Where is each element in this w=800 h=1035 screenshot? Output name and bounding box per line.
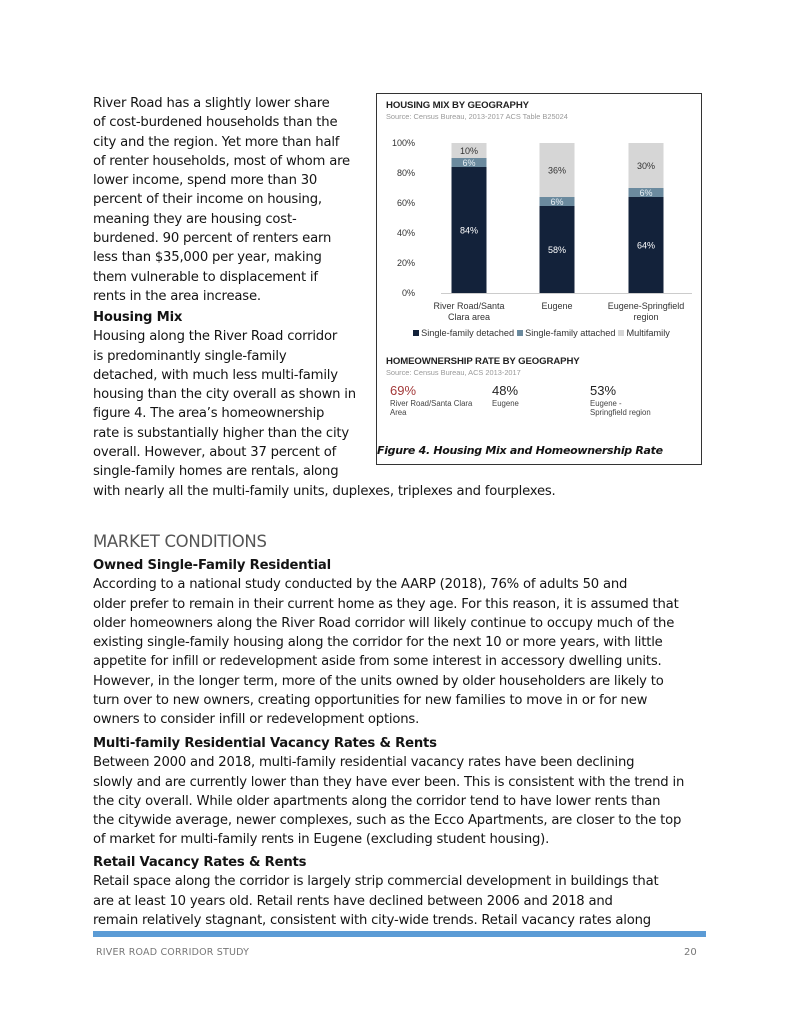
text-line: single-family homes are rentals, along xyxy=(93,464,339,480)
chart-title: HOUSING MIX BY GEOGRAPHY xyxy=(386,100,529,111)
bar-data-label: 36% xyxy=(547,165,567,176)
text-line: appetite for infill or redevelopment aside from some interest in accessory dwelling units. xyxy=(93,654,662,670)
x-tick-label: Eugene-Springfield xyxy=(607,301,685,311)
section-heading: Retail Vacancy Rates & Rents xyxy=(93,855,307,870)
y-tick-label: 20% xyxy=(396,258,415,268)
text-line: According to a national study conducted by the AARP (2018), 76% of adults 50 and xyxy=(93,577,628,593)
text-line: burdened. 90 percent of renters earn xyxy=(93,231,332,247)
market-section xyxy=(93,734,713,850)
label-line: Area xyxy=(390,408,407,418)
text-line: rents in the area increase. xyxy=(93,288,261,304)
bar-data-label: 6% xyxy=(550,197,564,207)
label-line: Springfield region xyxy=(590,408,651,418)
text-line: the citywide average, newer complexes, such as the Ecco Apartments, are closer to the top xyxy=(93,813,682,829)
homeownership-label xyxy=(590,399,651,418)
y-tick-label: 100% xyxy=(391,138,415,148)
market-conditions-heading: MARKET CONDITIONS xyxy=(93,532,267,551)
x-tick-label: River Road/Santa xyxy=(433,301,505,311)
bar-data-label: 6% xyxy=(462,158,476,168)
text-line: of market for multi-family rents in Eugene (excluding student housing). xyxy=(93,832,550,848)
legend-swatch xyxy=(413,330,419,336)
text-line: older homeowners along the River Road corridor will likely continue to occupy much of the xyxy=(93,615,675,631)
text-line: lower income, spend more than 30 xyxy=(93,173,318,189)
figure-4-frame xyxy=(376,93,702,465)
section-heading: Multi-family Residential Vacancy Rates & Rents xyxy=(93,736,437,751)
text-line: with nearly all the multi-family units, duplexes, triplexes and fourplexes. xyxy=(93,483,556,499)
label-line: Eugene xyxy=(492,399,519,408)
homeownership-title: HOMEOWNERSHIP RATE BY GEOGRAPHY xyxy=(386,356,580,367)
homeownership-value: 48% xyxy=(492,383,519,398)
homeownership-value: 53% xyxy=(590,383,617,398)
text-line: percent of their income on housing, xyxy=(93,192,322,208)
intro-paragraph xyxy=(93,94,373,306)
figure-caption: Figure 4. Housing Mix and Homeownership Rate xyxy=(377,444,663,457)
text-line: overall. However, about 37 percent of xyxy=(93,445,337,461)
market-section xyxy=(93,556,713,730)
text-line: are at least 10 years old. Retail rents have declined between 2006 and 2018 and xyxy=(93,893,613,909)
legend-label: Single-family attached xyxy=(525,328,616,338)
text-line: city and the region. Yet more than half xyxy=(93,134,340,150)
homeownership-stat xyxy=(390,383,472,418)
chart-source: Source: Census Bureau, 2013-2017 ACS Table B25024 xyxy=(386,112,568,121)
text-line: housing than the city overall as shown in xyxy=(93,387,356,403)
legend-label: Multifamily xyxy=(626,328,670,338)
page-number: 20 xyxy=(684,947,697,958)
market-section xyxy=(93,853,713,930)
y-tick-label: 60% xyxy=(396,198,415,208)
text-line: is predominantly single-family xyxy=(93,348,287,364)
text-line: the city overall. While older apartments along the corridor tend to have lower rents than xyxy=(93,793,661,809)
bar-data-label: 64% xyxy=(636,240,656,251)
text-line: However, in the longer term, more of the units owned by older householders are likely to xyxy=(93,673,664,689)
label-line: Eugene - xyxy=(590,399,622,408)
text-line: Between 2000 and 2018, multi-family residential vacancy rates have been declining xyxy=(93,755,635,771)
y-tick-label: 0% xyxy=(401,288,415,298)
text-line: figure 4. The area’s homeownership xyxy=(93,406,325,422)
legend-swatch xyxy=(618,330,624,336)
text-line: River Road has a slightly lower share xyxy=(93,96,330,111)
housing-mix-chart xyxy=(377,94,703,334)
homeownership-source: Source: Census Bureau, ACS 2013-2017 xyxy=(386,368,521,377)
text-line: slowly and are currently lower than they have ever been. This is consistent with the trend in xyxy=(93,774,685,790)
text-line: turn over to new owners, creating opportunities for new families to move in or for new xyxy=(93,693,648,709)
x-tick-label: region xyxy=(633,312,659,322)
homeownership-value: 69% xyxy=(390,383,417,398)
text-line: Housing along the River Road corridor xyxy=(93,329,338,345)
section-heading: Owned Single-Family Residential xyxy=(93,558,331,573)
bar-data-label: 58% xyxy=(547,245,567,255)
y-tick-label: 40% xyxy=(396,228,415,238)
footer-title: RIVER ROAD CORRIDOR STUDY xyxy=(96,947,250,958)
bar-data-label: 84% xyxy=(459,225,479,236)
text-line: less than $35,000 per year, making xyxy=(93,250,322,266)
text-line: meaning they are housing cost- xyxy=(93,211,297,227)
homeownership-label xyxy=(390,399,472,418)
legend-label: Single-family detached xyxy=(421,328,515,338)
text-line: them vulnerable to displacement if xyxy=(93,269,318,285)
homeownership-label xyxy=(492,399,519,408)
label-line: River Road/Santa Clara xyxy=(390,399,473,408)
footer-rule xyxy=(93,931,706,937)
bar-data-label: 10% xyxy=(459,146,479,156)
text-line: rate is substantially higher than the city xyxy=(93,425,349,441)
bar-data-label: 30% xyxy=(636,161,656,171)
housing-mix-heading: Housing Mix xyxy=(93,310,183,325)
text-line: existing single-family housing along the corridor for the next 10 or more years, with little xyxy=(93,635,663,651)
chart-legend xyxy=(377,328,703,338)
text-line: Retail space along the corridor is largely strip commercial development in buildings that xyxy=(93,874,659,890)
homeownership-stat xyxy=(590,383,651,418)
text-line: of cost-burdened households than the xyxy=(93,115,338,131)
homeownership-stat xyxy=(492,383,519,408)
text-line: older prefer to remain in their current home as they age. For this reason, it is assumed that xyxy=(93,596,679,612)
bar-data-label: 6% xyxy=(639,188,653,198)
legend-swatch xyxy=(517,330,523,336)
text-line: detached, with much less multi-family xyxy=(93,367,338,383)
y-tick-label: 80% xyxy=(396,168,415,178)
text-line: of renter households, most of whom are xyxy=(93,153,350,169)
x-tick-label: Clara area xyxy=(447,312,491,322)
text-line: owners to consider infill or redevelopment options. xyxy=(93,712,420,728)
text-line: remain relatively stagnant, consistent with city-wide trends. Retail vacancy rates along xyxy=(93,912,651,928)
x-tick-label: Eugene xyxy=(541,301,573,311)
